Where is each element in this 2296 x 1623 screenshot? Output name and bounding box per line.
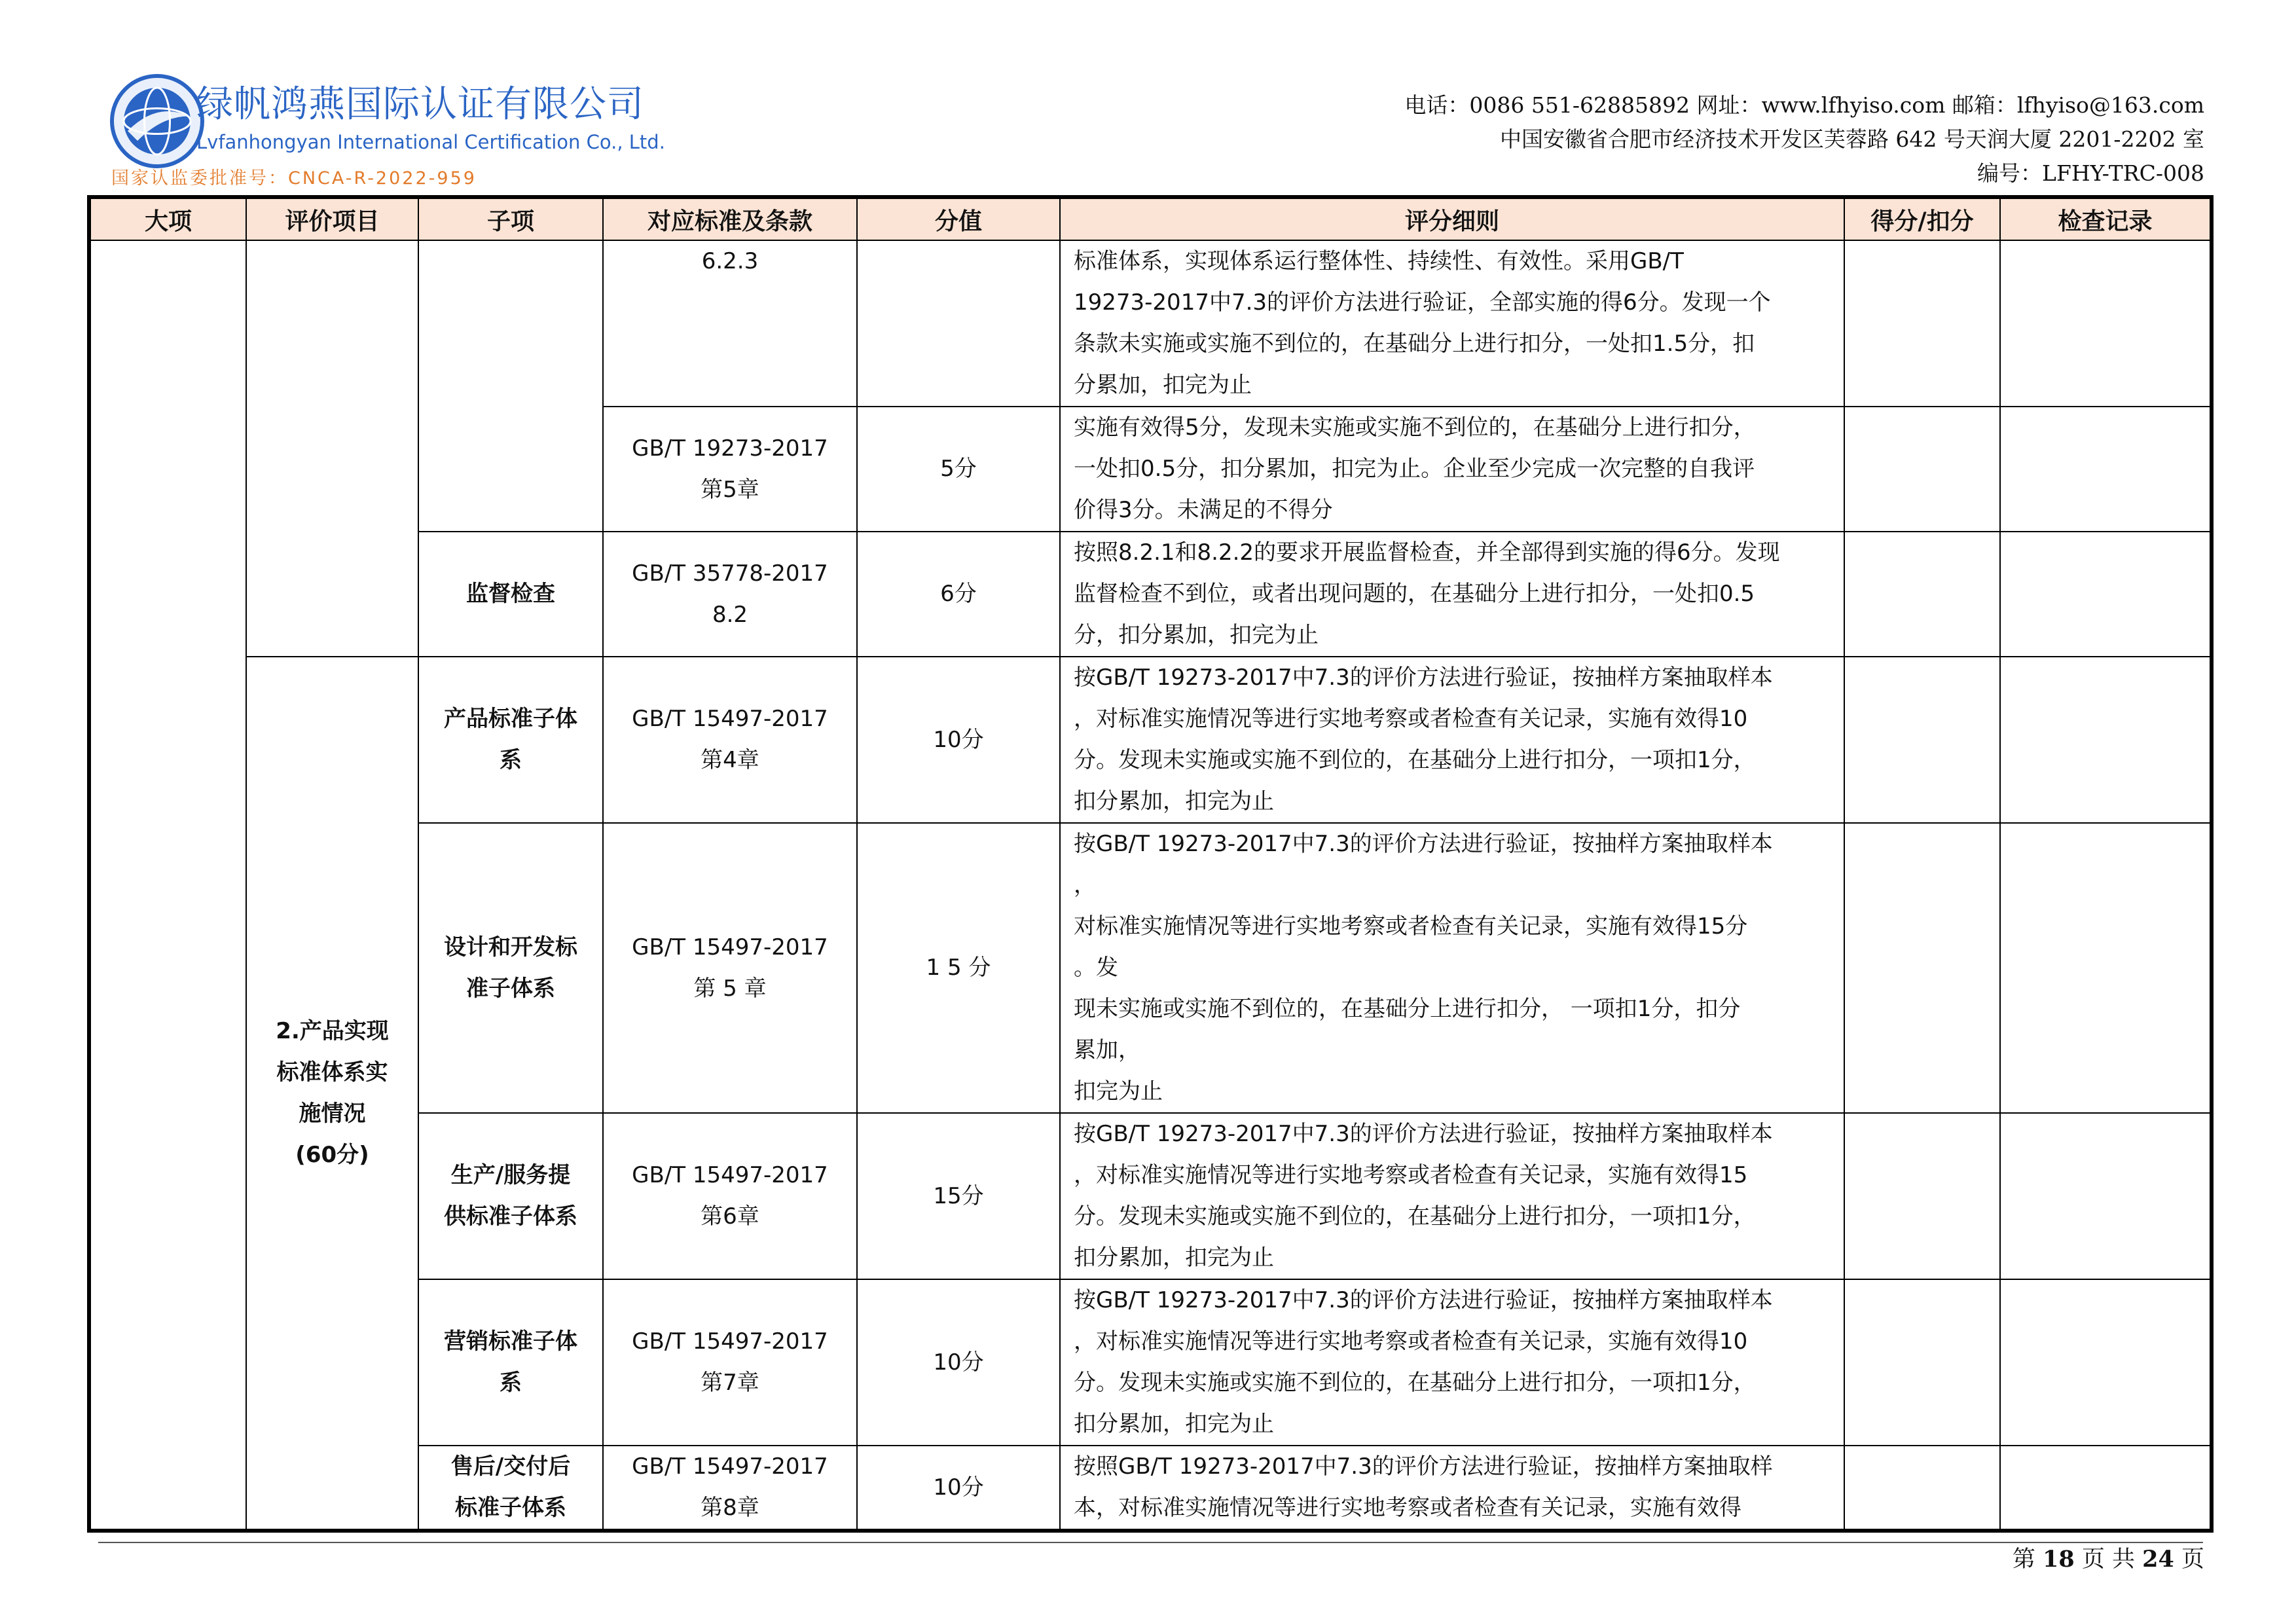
header-cell: 评价项目: [246, 197, 418, 240]
score-cell: 10分: [857, 1279, 1060, 1446]
score-deduct-cell[interactable]: [1844, 1113, 2000, 1279]
project-cell: [246, 240, 418, 657]
score-deduct-cell[interactable]: [1844, 1446, 2000, 1531]
inspection-record-cell[interactable]: [2000, 240, 2212, 407]
standard-cell: GB/T 15497-2017 第7章: [603, 1279, 857, 1446]
sub-item-cell: 生产/服务提 供标准子体系: [418, 1113, 603, 1279]
standard-cell: 6.2.3: [603, 240, 857, 407]
header-cell: 分值: [857, 197, 1060, 240]
page-number: 第 18 页 共 24 页: [2012, 1546, 2204, 1573]
contact-line: 电话：0086 551-62885892 网址：www.lfhyiso.com 邮箱：lfhyiso@163.com: [1404, 92, 2204, 118]
rule-detail-cell: 按照GB/T 19273-2017中7.3的评价方法进行验证，按抽样方案抽取样 本，对标准实施情况等进行实地考察或者检查有关记录，实施有效得: [1060, 1446, 1844, 1531]
sub-item-cell: 营销标准子体 系: [418, 1279, 603, 1446]
header-cell: 对应标准及条款: [603, 197, 857, 240]
project-cell: 2.产品实现 标准体系实 施情况 (60分): [246, 657, 418, 1531]
rule-detail-cell: 标准体系，实现体系运行整体性、持续性、有效性。采用GB/T 19273-2017中7.3的评价方法进行验证，全部实施的得6分。发现一个 条款未实施或实施不到位的，在基础分上进行扣分，一处扣1.5分，扣 分累加，扣完为止: [1060, 240, 1844, 407]
table-row: [89, 657, 2212, 823]
doc-number: 编号：LFHY-TRC-008: [1977, 160, 2204, 186]
score-cell: 6分: [857, 532, 1060, 657]
score-cell: 1 5 分: [857, 823, 1060, 1113]
score-deduct-cell[interactable]: [1844, 407, 2000, 532]
standard-cell: GB/T 19273-2017 第5章: [603, 407, 857, 532]
company-name-en: Lvfanhongyan International Certification Co., Ltd.: [196, 131, 665, 153]
inspection-record-cell[interactable]: [2000, 823, 2212, 1113]
evaluation-table: [87, 195, 2214, 1533]
rule-detail-cell: 按GB/T 19273-2017中7.3的评价方法进行验证，按抽样方案抽取样本 ， 对标准实施情况等进行实地考察或者检查有关记录，实施有效得15分 。发 现未实施或实施不到位的，在基础分上进行扣分， 一项扣1分，扣分 累加， 扣完为止: [1060, 823, 1844, 1113]
table-header-row: [89, 197, 2212, 240]
sub-item-cell: 产品标准子体 系: [418, 657, 603, 823]
score-deduct-cell[interactable]: [1844, 823, 2000, 1113]
inspection-record-cell[interactable]: [2000, 1113, 2212, 1279]
score-deduct-cell[interactable]: [1844, 1279, 2000, 1446]
address-line: 中国安徽省合肥市经济技术开发区芙蓉路 642 号天润大厦 2201-2202 室: [1499, 126, 2204, 152]
rule-detail-cell: 按GB/T 19273-2017中7.3的评价方法进行验证，按抽样方案抽取样本 ，对标准实施情况等进行实地考察或者检查有关记录，实施有效得15 分。发现未实施或实施不到位的，在基础分上进行扣分，一项扣1分， 扣分累加，扣完为止: [1060, 1113, 1844, 1279]
score-cell: 10分: [857, 1446, 1060, 1531]
score-deduct-cell[interactable]: [1844, 657, 2000, 823]
standard-cell: GB/T 35778-2017 8.2: [603, 532, 857, 657]
score-cell: 15分: [857, 1113, 1060, 1279]
score-cell: [857, 240, 1060, 407]
sub-item-cell: [418, 240, 603, 532]
globe-logo-icon: [108, 72, 206, 170]
inspection-record-cell[interactable]: [2000, 1279, 2212, 1446]
inspection-record-cell[interactable]: [2000, 657, 2212, 823]
header-cell: 得分/扣分: [1844, 197, 2000, 240]
standard-cell: GB/T 15497-2017 第4章: [603, 657, 857, 823]
rule-detail-cell: 按照8.2.1和8.2.2的要求开展监督检查，并全部得到实施的得6分。发现 监督检查不到位，或者出现问题的，在基础分上进行扣分，一处扣0.5 分，扣分累加，扣完为止: [1060, 532, 1844, 657]
total-pages: 24: [2142, 1546, 2174, 1573]
header-cell: 子项: [418, 197, 603, 240]
contact-block: [1404, 88, 2204, 191]
rule-detail-cell: 按GB/T 19273-2017中7.3的评价方法进行验证，按抽样方案抽取样本 ，对标准实施情况等进行实地考察或者检查有关记录，实施有效得10 分。发现未实施或实施不到位的，在基础分上进行扣分，一项扣1分， 扣分累加，扣完为止: [1060, 1279, 1844, 1446]
score-deduct-cell[interactable]: [1844, 240, 2000, 407]
category-cell: [89, 240, 246, 1531]
sub-item-cell: 设计和开发标 准子体系: [418, 823, 603, 1113]
rule-detail-cell: 按GB/T 19273-2017中7.3的评价方法进行验证，按抽样方案抽取样本 ，对标准实施情况等进行实地考察或者检查有关记录，实施有效得10 分。发现未实施或实施不到位的，在基础分上进行扣分，一项扣1分， 扣分累加，扣完为止: [1060, 657, 1844, 823]
inspection-record-cell[interactable]: [2000, 1446, 2212, 1531]
inspection-record-cell[interactable]: [2000, 532, 2212, 657]
score-cell: 5分: [857, 407, 1060, 532]
document-header: [0, 0, 2296, 190]
header-cell: 评分细则: [1060, 197, 1844, 240]
approval-number: 国家认监委批准号：CNCA-R-2022-959: [111, 168, 477, 189]
standard-cell: GB/T 15497-2017 第 5 章: [603, 823, 857, 1113]
sub-item-cell: 售后/交付后 标准子体系: [418, 1446, 603, 1531]
sub-item-cell: 监督检查: [418, 532, 603, 657]
header-cell: 大项: [89, 197, 246, 240]
header-cell: 检查记录: [2000, 197, 2212, 240]
score-deduct-cell[interactable]: [1844, 532, 2000, 657]
score-cell: 10分: [857, 657, 1060, 823]
current-page: 18: [2042, 1546, 2075, 1573]
standard-cell: GB/T 15497-2017 第6章: [603, 1113, 857, 1279]
rule-detail-cell: 实施有效得5分，发现未实施或实施不到位的，在基础分上进行扣分， 一处扣0.5分，扣分累加，扣完为止。企业至少完成一次完整的自我评 价得3分。未满足的不得分: [1060, 407, 1844, 532]
table-row: [89, 240, 2212, 407]
company-name-cn: 绿帆鸿燕国际认证有限公司: [196, 83, 644, 126]
inspection-record-cell[interactable]: [2000, 407, 2212, 532]
footer-divider: [98, 1542, 2203, 1543]
standard-cell: GB/T 15497-2017 第8章: [603, 1446, 857, 1531]
